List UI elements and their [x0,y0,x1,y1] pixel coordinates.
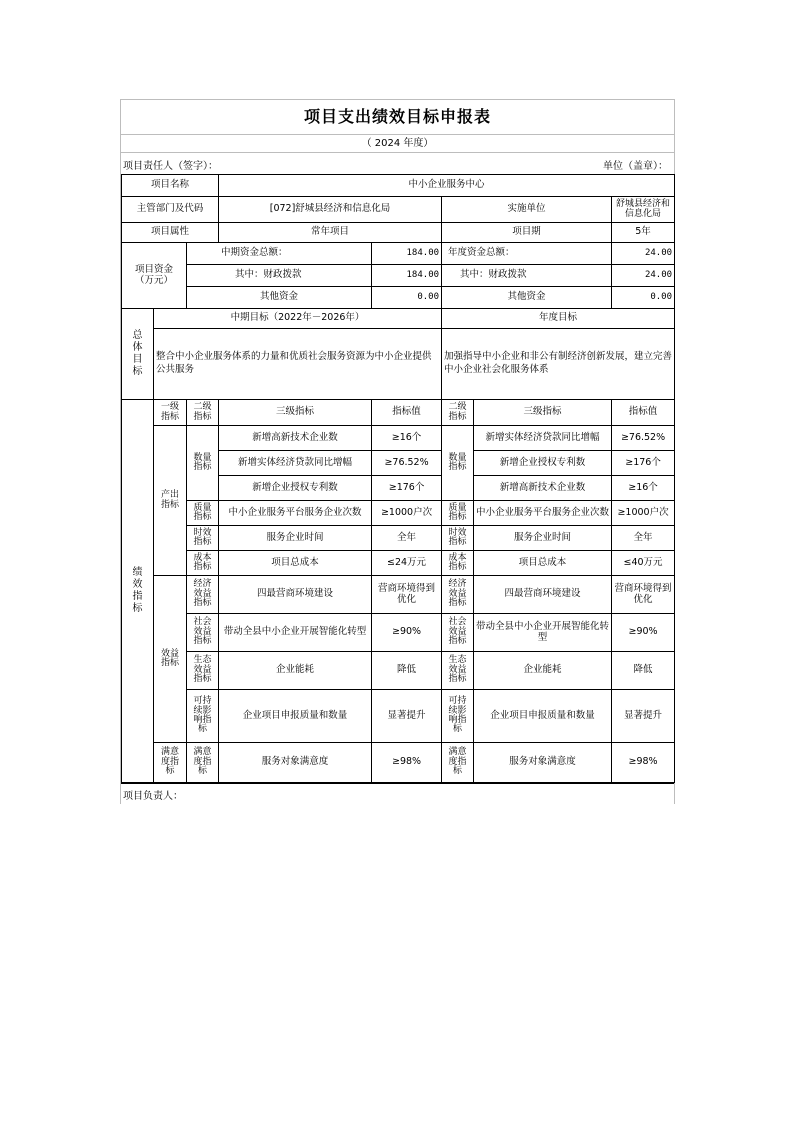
row-goals-header [122,309,675,329]
level2-satisfaction: 满意 度指 标 [187,743,219,783]
table-row [122,652,675,690]
period-label: 项目期 [442,223,612,243]
indicator-value: ≥176个 [372,476,442,501]
project-name-label: 项目名称 [122,175,219,197]
level2-timeliness: 时效 指标 [187,526,219,551]
level2-cost: 成本 指标 [187,551,219,576]
mid-other-label: 其他资金 [187,287,372,309]
header-level2: 二级 指标 [187,400,219,426]
row-funds-other [122,287,675,309]
year-other-label: 其他资金 [442,287,612,309]
goals-label: 总 体 目 标 [122,309,154,400]
dept-label: 主管部门及代码 [122,197,219,223]
level2-sustainability: 可持 续影 响指 标 [187,690,219,743]
level2-quantity-right: 数量 指标 [442,426,474,501]
mid-fiscal-value: 184.00 [372,265,442,287]
year-goal-header: 年度目标 [442,309,675,329]
indicator: 新增高新技术企业数 [219,426,372,451]
indicator-value-right: ≥76.52% [612,426,675,451]
indicator-value-right: 营商环境得到优化 [612,576,675,614]
indicator: 服务企业时间 [219,526,372,551]
table-row [122,743,675,783]
form-table [121,174,675,783]
indicator-right: 新增实体经济贷款同比增幅 [474,426,612,451]
year-goal-text: 加强指导中小企业和非公有制经济创新发展，建立完善中小企业社会化服务体系 [442,329,675,400]
indicator-value-right: ≥90% [612,614,675,652]
perf-label: 绩 效 指 标 [122,400,154,783]
table-row [122,501,675,526]
mid-total-label: 中期资金总额： [187,243,372,265]
mid-goal-text: 整合中小企业服务体系的力量和优质社会服务资源为中小企业提供公共服务 [154,329,442,400]
table-row [122,551,675,576]
mid-goal-header: 中期目标（2022年－2026年） [154,309,442,329]
impl-value: 舒城县经济和信息化局 [612,197,675,223]
indicator-right: 企业能耗 [474,652,612,690]
mid-other-value: 0.00 [372,287,442,309]
table-row [122,576,675,614]
level2-cost-right: 成本 指标 [442,551,474,576]
indicator-right: 带动全县中小企业开展智能化转型 [474,614,612,652]
indicator-value-right: ≥1000户次 [612,501,675,526]
level1-output: 产出 指标 [154,426,187,576]
indicator-value: 全年 [372,526,442,551]
level2-ecological-right: 生态 效益 指标 [442,652,474,690]
indicator-value-right: 全年 [612,526,675,551]
row-dept [122,197,675,223]
indicator-value: ≤24万元 [372,551,442,576]
header-value: 指标值 [372,400,442,426]
level1-satisfaction: 满意 度指 标 [154,743,187,783]
mid-fiscal-label: 其中：财政拨款 [187,265,372,287]
responsible-label: 项目责任人（签字）： [123,161,218,172]
indicator-value: ≥90% [372,614,442,652]
indicator-value: ≥1000户次 [372,501,442,526]
level2-social-right: 社会 效益 指标 [442,614,474,652]
year-other-value: 0.00 [612,287,675,309]
indicator-value: ≥16个 [372,426,442,451]
indicator: 项目总成本 [219,551,372,576]
indicator: 中小企业服务平台服务企业次数 [219,501,372,526]
indicator-right: 服务对象满意度 [474,743,612,783]
project-leader-label: 项目负责人： [123,791,183,802]
indicator-right: 新增高新技术企业数 [474,476,612,501]
year-fiscal-value: 24.00 [612,265,675,287]
level2-timeliness-right: 时效 指标 [442,526,474,551]
impl-label: 实施单位 [442,197,612,223]
year-total-value: 24.00 [612,243,675,265]
indicator: 新增实体经济贷款同比增幅 [219,451,372,476]
indicator-value-right: ≤40万元 [612,551,675,576]
indicator-value: 营商环境得到优化 [372,576,442,614]
indicator-right: 服务企业时间 [474,526,612,551]
level2-sustainability-right: 可持 续影 响指 标 [442,690,474,743]
indicator: 服务对象满意度 [219,743,372,783]
header-level2-right: 二级 指标 [442,400,474,426]
row-attr [122,223,675,243]
responsible-row [121,152,674,174]
indicator-right: 项目总成本 [474,551,612,576]
row-goals-text [122,329,675,400]
indicator-value: 显著提升 [372,690,442,743]
project-name-value: 中小企业服务中心 [219,175,675,197]
header-value-right: 指标值 [612,400,675,426]
report-sheet [120,99,675,804]
year-line: （ 2024 年度） [121,134,674,152]
row-funds-total [122,243,675,265]
level2-economic: 经济 效益 指标 [187,576,219,614]
indicator-value: 降低 [372,652,442,690]
mid-total-value: 184.00 [372,243,442,265]
indicator: 新增企业授权专利数 [219,476,372,501]
dept-value: [072]舒城县经济和信息化局 [219,197,442,223]
indicator-value: ≥98% [372,743,442,783]
indicator: 带动全县中小企业开展智能化转型 [219,614,372,652]
indicator-value: ≥76.52% [372,451,442,476]
indicator-value-right: ≥98% [612,743,675,783]
row-project-name [122,175,675,197]
indicator-right: 四最营商环境建设 [474,576,612,614]
funds-label: 项目资金 （万元） [122,243,187,309]
level2-social: 社会 效益 指标 [187,614,219,652]
indicator-value-right: 降低 [612,652,675,690]
year-total-label: 年度资金总额： [442,243,612,265]
table-row [122,526,675,551]
indicator: 四最营商环境建设 [219,576,372,614]
indicator-right: 企业项目申报质量和数量 [474,690,612,743]
level2-satisfaction-right: 满意 度指 标 [442,743,474,783]
table-row [122,690,675,743]
unit-label: 单位（盖章）： [603,161,668,172]
level2-economic-right: 经济 效益 指标 [442,576,474,614]
footer-row [121,783,674,804]
period-value: 5年 [612,223,675,243]
page-title: 项目支出绩效目标申报表 [121,99,674,134]
table-row [122,614,675,652]
header-level3: 三级指标 [219,400,372,426]
indicator-right: 中小企业服务平台服务企业次数 [474,501,612,526]
level2-ecological: 生态 效益 指标 [187,652,219,690]
attr-label: 项目属性 [122,223,219,243]
year-fiscal-label: 其中：财政拨款 [442,265,612,287]
indicator: 企业项目申报质量和数量 [219,690,372,743]
attr-value: 常年项目 [219,223,442,243]
level1-benefit: 效益 指标 [154,576,187,743]
indicator-value-right: ≥16个 [612,476,675,501]
level2-quality-right: 质量 指标 [442,501,474,526]
table-row [122,426,675,451]
header-level3-right: 三级指标 [474,400,612,426]
indicator-right: 新增企业授权专利数 [474,451,612,476]
indicator: 企业能耗 [219,652,372,690]
level2-quality: 质量 指标 [187,501,219,526]
level2-quantity: 数量 指标 [187,426,219,501]
row-perf-header [122,400,675,426]
indicator-value-right: ≥176个 [612,451,675,476]
row-funds-fiscal [122,265,675,287]
indicator-value-right: 显著提升 [612,690,675,743]
header-level1: 一级 指标 [154,400,187,426]
